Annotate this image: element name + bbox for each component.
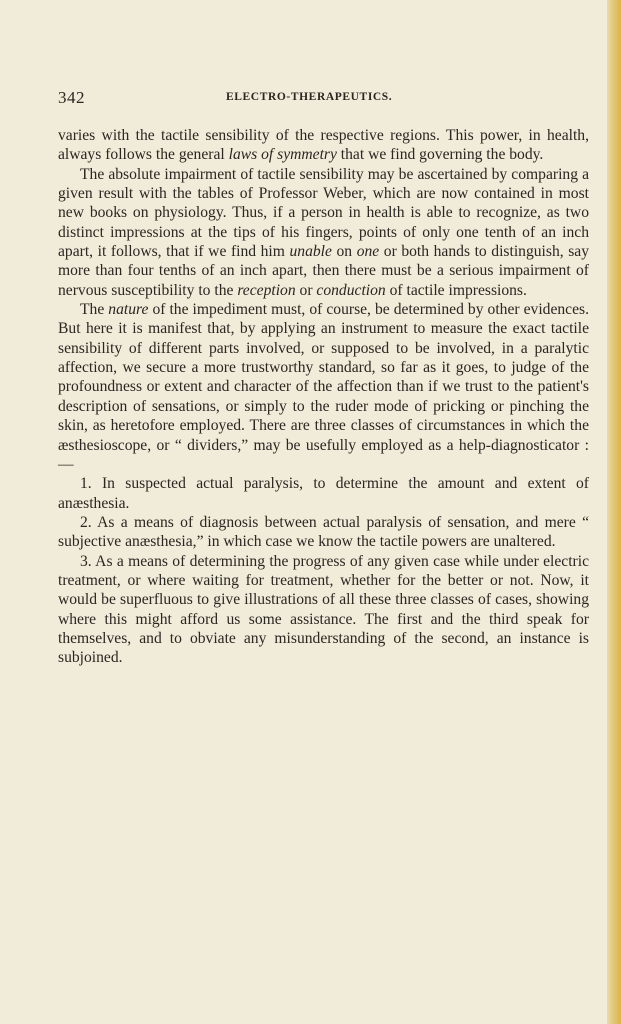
text-segment: on [331,243,357,261]
italic-text: laws of symmetry [228,146,337,164]
book-page [58,0,589,1024]
body-text [58,126,589,668]
running-title: ELECTRO-THERAPEUTICS. [226,91,393,103]
text-segment: that we find governing the body. [336,146,544,164]
text-segment: or both hands to distinguish, say more than four tenths of an inch apart, then there must be a serious impairment of nervous susceptibility to the [58,243,590,299]
text-segment: 3. As a means of determining the progress of any given case while under electric treatment, or where waiting for treatment, whether for the better or not. Now, it would be superfluous to give illustrations of all these three classes of cases, showing where this might afford us some assistance. The first and the third speak for themselves, and to obviate any misunderstanding of the second, an instance is subjoined. [58,552,589,667]
text-segment: The absolute impairment of tactile sensibility may be ascertained by comparing a given result with the tables of Professor Weber, which are now contained in most new books on physiology. Thus, if a person in health is able to recognize, as two distinct impressions at the tips of his fingers, points of only one tenth of an inch apart, it follows, that if we find him [58,165,589,261]
italic-text: reception [237,281,296,299]
text-segment: of the impediment must, of course, be determined by other evidences. But here it is manifest that, by applying an instrument to measure the exact tactile sensibility of different parts involved, or supposed to be involved, in a paralytic affection, we secure a more trustworthy standard, so far as it goes, to judge of the profoundness or extent and character of the affection than if we trust to the patient's description of sensations, or simply to the ruder mode of pricking or pinching the skin, as heretofore employed. There are three classes of circumstances in which the æsthesioscope, or “ dividers,” may be usefully employed as a help-diagnosticator : — [58,301,589,473]
page-number: 342 [58,88,85,107]
text-segment: The [80,301,109,319]
text-segment: 1. In suspected actual paralysis, to determine the amount and extent of anæsthesia. [58,475,589,512]
paragraph [58,552,589,668]
paragraph [58,165,589,300]
text-segment: or [295,281,317,299]
paragraph [58,474,589,513]
text-segment: of tactile impressions. [385,281,527,299]
paragraph [58,513,589,552]
page-edge-gilt [607,0,621,1024]
page-header [58,88,589,108]
text-segment: 2. As a means of diagnosis between actual paralysis of sensation, and mere “ subjective anæsthesia,” in which case we know the tactile powers are unaltered. [58,513,589,551]
italic-text: conduction [316,281,386,299]
paragraph [58,126,589,165]
italic-text: nature [108,301,149,319]
italic-text: one [356,243,380,261]
paragraph [58,300,589,474]
italic-text: unable [289,243,332,261]
text-segment: varies with the tactile sensibility of the respective regions. This power, in health, always follows the general [58,127,589,164]
